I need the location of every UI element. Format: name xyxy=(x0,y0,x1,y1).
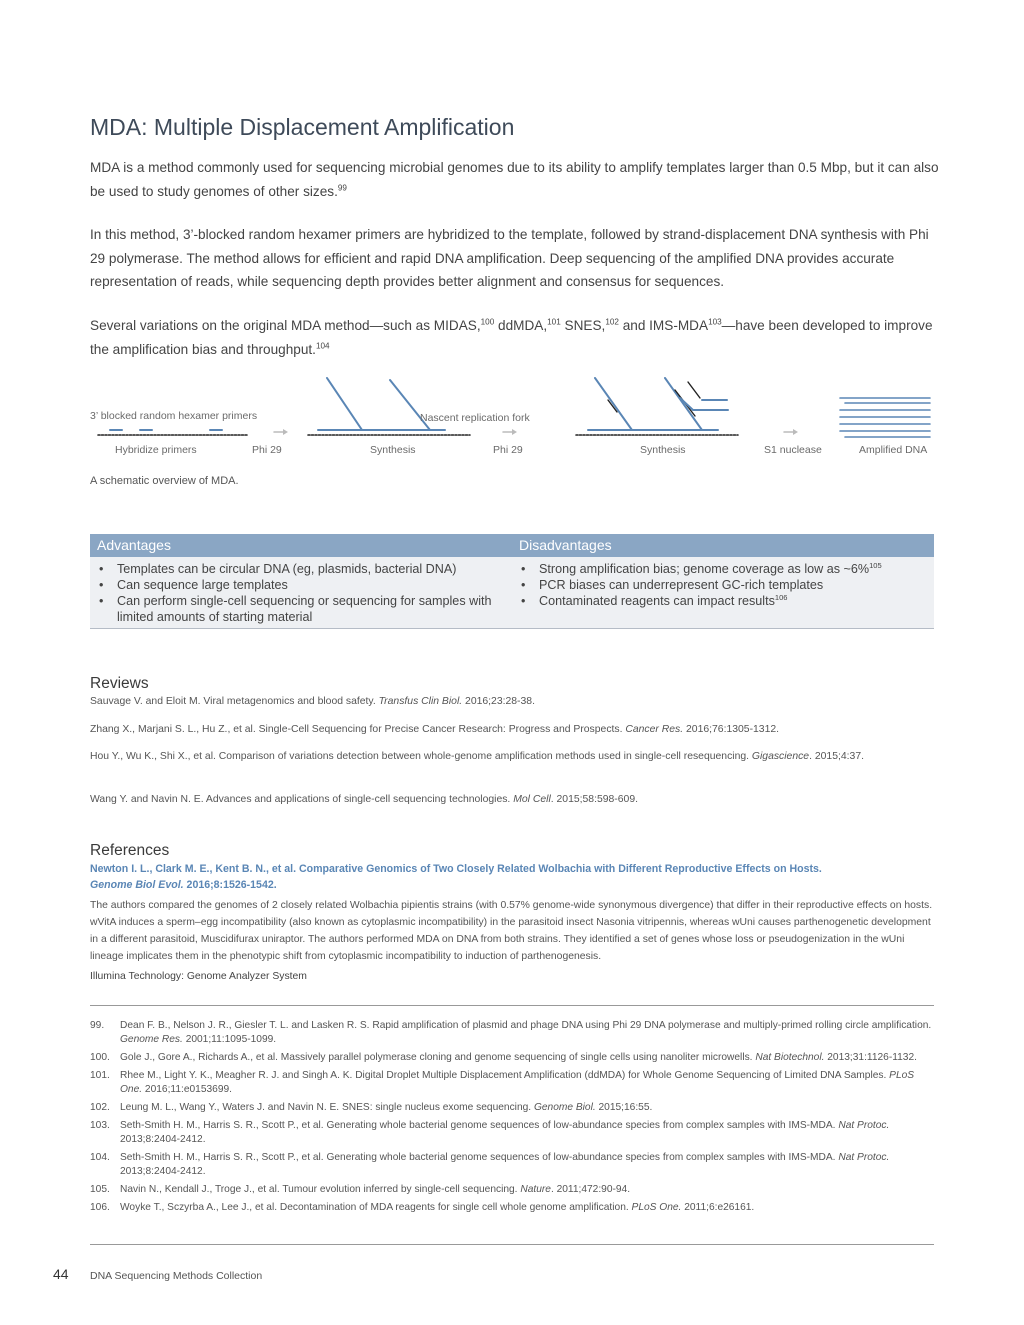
disadvantages-header: Disadvantages xyxy=(519,537,612,553)
footnote-item xyxy=(90,1101,934,1115)
citation-sup: 99 xyxy=(337,182,347,192)
mda-schematic xyxy=(90,372,940,467)
list-item: • Templates can be circular DNA (eg, plasmids, bacterial DNA) xyxy=(90,561,512,577)
journal-name: Genome Biol Evol. xyxy=(90,879,184,891)
list-item xyxy=(512,577,934,593)
journal-name: Genome Res. xyxy=(120,1034,183,1045)
journal-name: Cancer Res. xyxy=(625,724,684,735)
footnote-item xyxy=(90,1069,934,1097)
table-header xyxy=(90,534,934,557)
footnote-item xyxy=(90,1201,934,1215)
displaced-strand xyxy=(588,378,632,430)
footnotes-list xyxy=(90,1019,934,1219)
review-item xyxy=(90,792,935,808)
review-text: Sauvage V. and Eloit M. Viral metagenomics and blood safety. xyxy=(90,696,379,707)
footnote-number: 99. xyxy=(90,1020,105,1031)
list-item: • Can perform single-cell sequencing or sequencing for samples with limited amounts of starting material xyxy=(90,593,512,625)
review-citation: . 2015;58:598-609. xyxy=(550,794,638,805)
intro-paragraph xyxy=(90,156,940,203)
footnote-item xyxy=(90,1051,934,1065)
table-body xyxy=(90,557,934,629)
footnote-citation: 2016;11:e0153699. xyxy=(142,1084,232,1095)
divider xyxy=(90,1005,934,1006)
page-number: 44 xyxy=(53,1266,69,1282)
arrow-label-phi29: Phi 29 xyxy=(493,444,523,456)
label-replication-fork: Nascent replication fork xyxy=(420,412,530,424)
displaced-strand xyxy=(318,378,362,430)
journal-name: Transfus Clin Biol. xyxy=(378,696,463,707)
arrow-icon xyxy=(274,429,288,435)
review-item xyxy=(90,722,935,738)
citation-sup: 105 xyxy=(869,560,882,570)
footnote-number: 103. xyxy=(90,1120,110,1131)
journal-name: PLoS One. xyxy=(120,1070,915,1095)
journal-name: Gigascience xyxy=(751,751,810,762)
figure-caption: A schematic overview of MDA. xyxy=(90,475,239,487)
footnote-item xyxy=(90,1119,934,1147)
journal-name: Genome Biol. xyxy=(533,1102,596,1113)
journal-name: Nature xyxy=(520,1184,551,1195)
divider xyxy=(90,1244,934,1245)
step-synthesis: Synthesis xyxy=(370,444,416,456)
arrow-label-phi29: Phi 29 xyxy=(252,444,282,456)
journal-name: Nat Biotechnol. xyxy=(755,1052,825,1063)
footnote-text: Woyke T., Sczyrba A., Lee J., et al. Decontamination of MDA reagents for single cell whole genome amplification. xyxy=(120,1202,632,1213)
variations-text-c: SNES, xyxy=(560,318,606,333)
reference-title xyxy=(90,861,935,893)
amplified-dna-strands xyxy=(840,398,930,437)
footnote-item xyxy=(90,1183,934,1197)
references-heading: References xyxy=(90,842,170,859)
footnote-number: 102. xyxy=(90,1102,110,1113)
review-citation: 2016;76:1305-1312. xyxy=(683,724,780,735)
label-primers: 3’ blocked random hexamer primers xyxy=(90,410,258,422)
footnote-citation: 2001;11:1095-1099. xyxy=(182,1034,277,1045)
reference-title-text: Newton I. L., Clark M. E., Kent B. N., et al. Comparative Genomics of Two Closely Related Wolbachia with Different Reproductive Effects on Hosts. xyxy=(90,863,822,875)
footnote-citation: 2013;8:2404-2412. xyxy=(120,1166,206,1177)
review-citation: 2016;23:28-38. xyxy=(462,696,535,707)
review-item xyxy=(90,749,935,765)
citation-sup: 104 xyxy=(315,340,330,350)
reference-summary: The authors compared the genomes of 2 closely related Wolbachia pipientis strains (with 0.57% genome-wide synonymous divergence) that differ in their reproductive effects on hosts. wVitA induces a sperm–egg incompatibility (also known as cytoplasmic incompatibility) in the parasitoid insect Nasonia vitripennis, whereas wUni causes parthenogenetic development in a different parasitoid, Muscidifurax uniraptor. The authors performed MDA on DNA from both strains. They identified a set of genes whose loss or pseudogenization in the wUni lineage implicates them in the phenotypic shift from cytoplasmic incompatibility to induction of parthenogenesis. xyxy=(90,900,933,962)
citation-sup: 101 xyxy=(547,317,561,327)
footnote-number: 106. xyxy=(90,1202,110,1213)
review-item xyxy=(90,694,935,710)
footnote-text: Leung M. L., Wang Y., Waters J. and Navin N. E. SNES: single nucleus exome sequencing. xyxy=(120,1102,534,1113)
page-title: MDA: Multiple Displacement Amplification xyxy=(90,114,515,140)
footnote-citation: 2013;8:2404-2412. xyxy=(120,1134,206,1145)
disadvantages-list xyxy=(512,561,934,609)
footnote-text: Gole J., Gore A., Richards A., et al. Massively parallel polymerase cloning and genome sequencing of single cells using nanoliter microwells. xyxy=(120,1052,756,1063)
reference-technology: Illumina Technology: Genome Analyzer System xyxy=(90,971,307,982)
footnote-text: Seth-Smith H. M., Harris S. R., Scott P., et al. Generating whole bacterial genome sequences of low-abundance species from complex samples with IMS-MDA. xyxy=(120,1120,839,1131)
footer-collection-title: DNA Sequencing Methods Collection xyxy=(90,1270,263,1282)
review-text: Zhang X., Marjani S. L., Hu Z., et al. Single-Cell Sequencing for Precise Cancer Research: Progress and Prospects. xyxy=(90,724,626,735)
list-item xyxy=(512,561,934,577)
list-item-text: Contaminated reagents can impact results xyxy=(539,594,775,608)
citation-sup: 102 xyxy=(605,317,619,327)
citation-sup: 106 xyxy=(774,592,788,602)
variations-paragraph xyxy=(90,314,940,361)
arrow-icon xyxy=(784,429,798,435)
footnote-citation: 2015;16:55. xyxy=(595,1102,653,1113)
footnote-text: Rhee M., Light Y. K., Meagher R. J. and Singh A. K. Digital Droplet Multiple Displacement Amplification (ddMDA) for Whole Genome Sequencing of Limited DNA Samples. xyxy=(120,1070,890,1081)
journal-name: Nat Protoc. xyxy=(838,1120,890,1131)
list-item: • Can sequence large templates xyxy=(90,577,512,593)
reference-citation: 2016;8:1526-1542. xyxy=(183,879,277,891)
review-text: Hou Y., Wu K., Shi X., et al. Comparison of variations detection between whole-genome amplification methods used in single-cell resequencing. xyxy=(90,751,752,762)
journal-name: Mol Cell xyxy=(513,794,551,805)
variations-text-d: and IMS-MDA xyxy=(618,318,709,333)
journal-name: PLoS One. xyxy=(631,1202,682,1213)
citation-sup: 100 xyxy=(480,317,495,327)
step-synthesis: Synthesis xyxy=(640,444,686,456)
footnote-number: 100. xyxy=(90,1052,110,1063)
footnote-text: Dean F. B., Nelson J. R., Giesler T. L. and Lasken R. S. Rapid amplification of plasmid and phage DNA using Phi 29 DNA polymerase and multiply-primed rolling circle amplification. xyxy=(120,1020,932,1031)
footnote-text: Seth-Smith H. M., Harris S. R., Scott P., et al. Generating whole bacterial genome sequences of low-abundance species from complex samples with IMS-MDA. xyxy=(120,1152,839,1163)
review-citation: . 2015;4:37. xyxy=(809,751,864,762)
variations-text-b: ddMDA, xyxy=(494,318,548,333)
list-item-text: PCR biases can underrepresent GC-rich templates xyxy=(539,578,824,592)
list-item xyxy=(512,593,934,609)
intro-text: MDA is a method commonly used for sequencing microbial genomes due to its ability to amplify templates larger than 0.5 Mbp, but it can also be used to study genomes of other sizes. xyxy=(90,160,939,199)
journal-name: Nat Protoc. xyxy=(838,1152,890,1163)
footnote-number: 101. xyxy=(90,1070,110,1081)
citation-sup: 103 xyxy=(708,317,722,327)
pros-cons-table xyxy=(90,534,934,629)
footnote-number: 104. xyxy=(90,1152,110,1163)
step-amplified-dna: Amplified DNA xyxy=(859,444,928,456)
footnote-item xyxy=(90,1151,934,1179)
advantages-header: Advantages xyxy=(97,537,171,553)
arrow-icon xyxy=(503,429,517,435)
footnote-number: 105. xyxy=(90,1184,110,1195)
footnote-item xyxy=(90,1019,934,1047)
advantages-list xyxy=(90,561,512,625)
review-text: Wang Y. and Navin N. E. Advances and applications of single-cell sequencing technologies. xyxy=(90,794,514,805)
footnote-citation: . 2011;472:90-94. xyxy=(550,1184,631,1195)
footnote-text: Navin N., Kendall J., Troge J., et al. Tumour evolution inferred by single-cell sequencing. xyxy=(120,1184,521,1195)
list-item-text: Strong amplification bias; genome coverage as low as ~6% xyxy=(539,562,870,576)
variations-text-e: —have been developed to improve the amplification bias and throughput. xyxy=(90,318,933,357)
arrow-label-s1-nuclease: S1 nuclease xyxy=(764,444,822,456)
step-hybridize-primers: Hybridize primers xyxy=(115,444,197,456)
method-paragraph: In this method, 3’-blocked random hexamer primers are hybridized to the template, followed by strand-displacement DNA synthesis with Phi 29 polymerase. The method allows for efficient and rapid DNA amplification. Deep sequencing of the amplified DNA provides accurate representation of reads, while sequencing depth provides better alignment and consensus for sequences. xyxy=(90,227,929,289)
footnote-citation: 2013;31:1126-1132. xyxy=(824,1052,917,1063)
variations-text-a: Several variations on the original MDA method—such as MIDAS, xyxy=(90,318,481,333)
footnote-citation: 2011;6:e26161. xyxy=(681,1202,755,1213)
reviews-heading: Reviews xyxy=(90,675,149,692)
